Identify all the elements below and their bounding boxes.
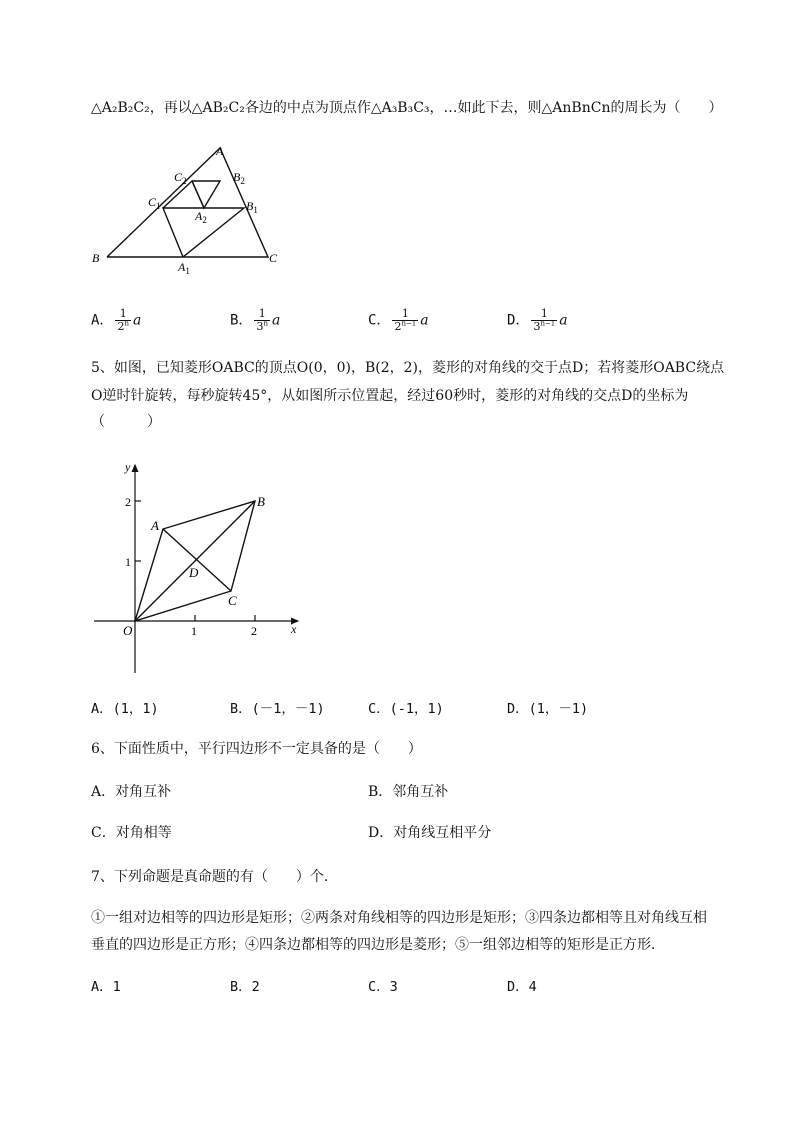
label-C1: C [148,195,157,209]
q5-line1: 5、如图，已知菱形OABC的顶点O(0，0)，B(2，2)，菱形的对角线的交于点D；若将菱形OABC绕点 [91,360,725,376]
q4-option-b[interactable]: B． $\frac{1}{3^n}$ a [230,307,281,333]
q5-option-b[interactable]: B．(－1，－1) [230,701,325,717]
label-A2: A [195,209,203,223]
q7-option-d[interactable]: D．4 [507,979,537,995]
q4-triangle-figure [88,138,298,278]
label-B: B [257,494,265,509]
svg-text:B1: $B_1$ [246,199,258,215]
q6-option-d[interactable]: D．对角线互相平分 [368,825,492,841]
label-D: D [189,565,199,580]
label-x: x [291,622,297,636]
label-B2: B [233,170,241,184]
label-y: y [125,460,131,474]
q7-option-c[interactable]: C．3 [368,979,398,995]
label-B1: B [246,199,254,213]
q7-option-b[interactable]: B．2 [230,979,260,995]
q6-option-a[interactable]: A．对角互补 [91,784,172,800]
q4-option-a[interactable]: A． $\frac{1}{2^n}$ a [91,307,142,333]
q6-option-c[interactable]: C．对角相等 [91,825,172,841]
q7-body-line1: ①一组对边相等的四边形是矩形；②两条对角线相等的四边形是矩形；③四条边都相等且对角线互相 [91,910,707,926]
q7-body-line2: 垂直的四边形是正方形；④四条边都相等的四边形是菱形；⑤一组邻边相等的矩形是正方形． [91,937,665,953]
q6-stem: 6、下面性质中，平行四边形不一定具备的是（ ） [91,741,422,757]
svg-text:B2: $B_2$ [233,170,245,186]
q7-stem: 7、下列命题是真命题的有（ ）个． [91,869,338,885]
q5-rhombus-figure [88,455,308,677]
svg-text:A1: $A_1$ [178,260,190,276]
label-C2: C [174,170,183,184]
q4-stem: △A₂B₂C₂，再以△AB₂C₂各边的中点为顶点作△A₃B₃C₃，…如此下去，则△AnBnCn的周长为（ ） [91,100,723,116]
tick-x1: 1 [191,624,197,638]
q7-option-a[interactable]: A．1 [91,979,121,995]
label-B: B [92,251,100,265]
tick-x2: 2 [251,624,257,638]
label-O: O [123,623,133,638]
label-A: A [151,518,159,533]
q5-option-a[interactable]: A．(1，1) [91,701,159,717]
tick-y2: 2 [125,495,131,509]
tick-y1: 1 [125,555,131,569]
q5-line2: O逆时针旋转，每秒旋转45°，从如图所示位置起，经过60秒时，菱形的对角线的交点D的坐标为 [91,388,689,404]
q5-option-c[interactable]: C．(-1，1) [368,701,444,717]
label-A1: A [178,260,186,274]
q6-option-b[interactable]: B．邻角互补 [368,784,449,800]
label-C: C [228,593,237,608]
q4-option-c[interactable]: C． $\frac{1}{2^{n-1}}$ a [368,307,429,333]
q4-option-d[interactable]: D． $\frac{1}{3^{n-1}}$ a [507,307,568,333]
q5-option-d[interactable]: D．(1，－1) [507,701,589,717]
label-A: A [216,144,224,158]
q5-line3: （ ） [91,414,161,430]
svg-text:A2: $A_2$ [195,209,207,225]
svg-text:C2: $C_2$ [174,170,187,186]
label-C: C [269,251,278,265]
svg-text:C1: $C_1$ [148,195,161,211]
